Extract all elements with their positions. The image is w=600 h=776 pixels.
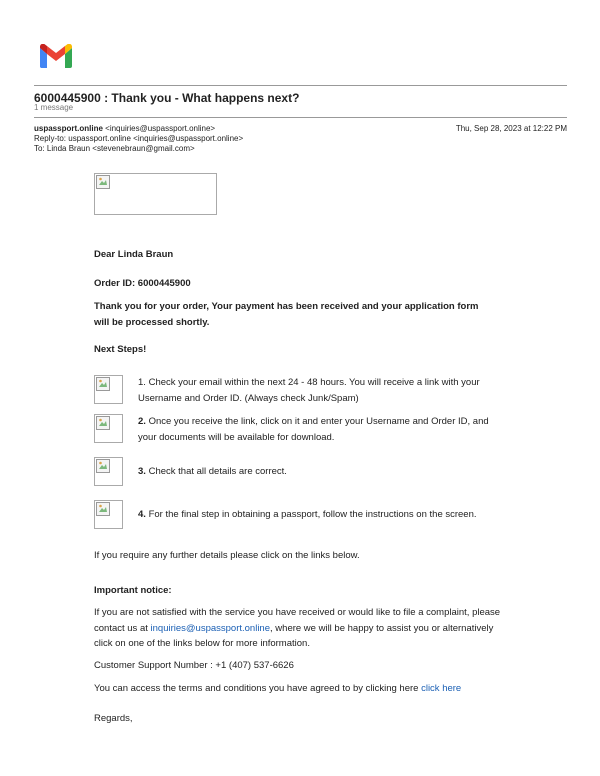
next-steps-heading: Next Steps! [94, 344, 147, 355]
step-3-image [94, 457, 123, 486]
step-1-text [138, 375, 508, 406]
step-4-text [138, 507, 508, 523]
broken-image-icon [96, 459, 110, 473]
thanks-paragraph: Thank you for your order, Your payment has been received and your application form will be processed shortly. [94, 301, 479, 328]
notice-text: , where we will be happy to assist you or alternatively click on one of the links below for more information. [94, 622, 494, 649]
broken-image-icon [96, 377, 110, 391]
support-email-link[interactable]: inquiries@uspassport.online [150, 622, 271, 634]
email-subject: 6000445900 : Thank you - What happens next? [34, 91, 300, 105]
step-number: 2. [138, 416, 146, 427]
email-date: Thu, Sep 28, 2023 at 12:22 PM [455, 124, 567, 133]
order-id: Order ID: 6000445900 [94, 278, 191, 289]
step-body: Once you receive the link, click on it and enter your Username and Order ID, and your documents will be available for download. [138, 416, 489, 443]
support-number: Customer Support Number : +1 (407) 537-6626 [94, 660, 294, 671]
from-line [34, 124, 215, 134]
step-4-image [94, 500, 123, 529]
step-2-image [94, 414, 123, 443]
step-number: 1. [138, 377, 146, 388]
step-body: For the final step in obtaining a passport, follow the instructions on the screen. [148, 509, 477, 520]
step-2-text [138, 414, 508, 445]
divider [34, 117, 567, 118]
notice-paragraph [94, 605, 509, 652]
greeting: Dear Linda Braun [94, 249, 174, 260]
divider [34, 85, 567, 86]
notice-text: If you are not satisfied with the service you have received or would like to file a complaint, please contact us at [94, 607, 501, 634]
further-details: If you require any further details please click on the links below. [94, 550, 360, 561]
broken-image-icon [96, 502, 110, 516]
reply-to-line [34, 134, 243, 144]
to-label: To: [34, 144, 45, 153]
to-line [34, 144, 195, 154]
gmail-logo-icon [40, 44, 72, 68]
step-3-text [138, 464, 508, 480]
broken-image-icon [96, 416, 110, 430]
terms-link[interactable]: click here [421, 683, 462, 694]
broken-image-icon [96, 175, 110, 189]
terms-line [94, 681, 514, 697]
regards: Regards, [94, 713, 133, 724]
notice-heading: Important notice: [94, 585, 172, 596]
step-body: Check your email within the next 24 - 48 hours. You will receive a link with your Username and Order ID. (Always check Junk/Spam) [138, 377, 480, 404]
terms-text: You can access the terms and conditions you have agreed to by clicking here [94, 683, 422, 694]
step-number: 4. [138, 509, 146, 520]
sender-email: <inquiries@uspassport.online> [105, 124, 216, 133]
step-1-image [94, 375, 123, 404]
message-count: 1 message [34, 103, 74, 112]
step-number: 3. [138, 466, 146, 477]
sender-name: uspassport.online [34, 124, 103, 133]
reply-to-value: uspassport.online <inquiries@uspassport.online> [68, 134, 244, 143]
step-body: Check that all details are correct. [148, 466, 287, 477]
banner-image [94, 173, 217, 215]
to-value: Linda Braun <stevenebraun@gmail.com> [46, 144, 195, 153]
reply-to-label: Reply-to: [34, 134, 67, 143]
